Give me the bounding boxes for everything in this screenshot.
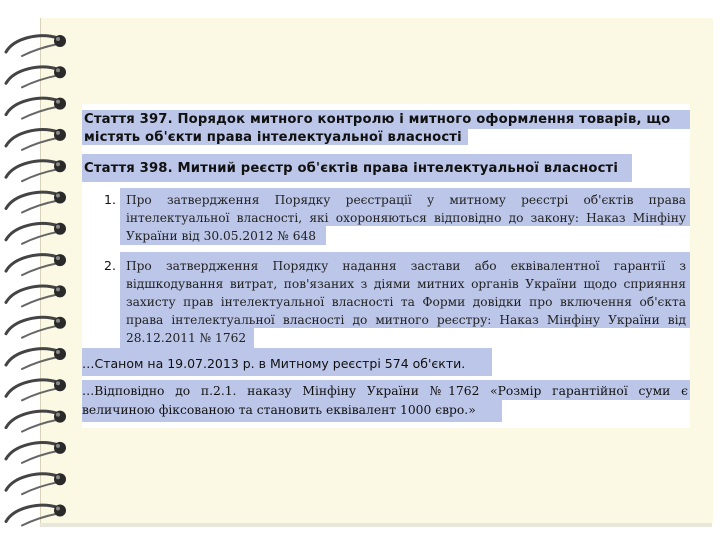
spiral-ring (6, 98, 58, 114)
spiral-ring (22, 201, 58, 213)
spiral-ring (6, 36, 58, 52)
list-item (82, 252, 690, 348)
spiral-ring (6, 255, 58, 271)
binding-hole-highlight (56, 37, 60, 41)
registry-note (82, 348, 690, 376)
binding-hole-highlight (56, 194, 60, 198)
spiral-ring (22, 514, 58, 526)
binding-hole (54, 254, 66, 266)
document-excerpt (82, 104, 690, 428)
binding-hole-highlight (56, 350, 60, 354)
article-398-heading (82, 154, 690, 176)
binding-hole-highlight (56, 68, 60, 72)
list-item-line: інтелектуальної власності, які охороняються відповідно до закону: Наказ Мінфіну (126, 211, 686, 225)
binding-hole (54, 192, 66, 204)
binding-hole-highlight (56, 162, 60, 166)
binding-hole (54, 66, 66, 78)
binding-hole-highlight (56, 444, 60, 448)
binding-hole-highlight (56, 475, 60, 479)
spiral-ring (6, 192, 58, 208)
article-397-line2: містять об'єкти права інтелектуальної власності (84, 130, 462, 145)
binding-hole (54, 473, 66, 485)
registry-count-text: …Станом на 19.07.2013 р. в Митному реєстрі 574 об'єкти. (82, 356, 466, 371)
spiral-ring (6, 161, 58, 177)
binding-hole (54, 348, 66, 360)
spiral-ring (22, 357, 58, 369)
guarantee-text-line1: …Відповідно до п.2.1. наказу Мінфіну України №1762 «Розмір гарантійної суми є (82, 384, 688, 398)
spiral-ring (22, 388, 58, 400)
spiral-ring (6, 411, 58, 427)
binding-hole (54, 505, 66, 517)
spiral-ring (22, 75, 58, 87)
list-item-number: 1. (104, 192, 116, 207)
spiral-ring (6, 349, 58, 365)
spiral-ring (22, 107, 58, 119)
list-item-number: 2. (104, 258, 116, 273)
binding-hole (54, 223, 66, 235)
binding-hole (54, 285, 66, 297)
binding-hole (54, 442, 66, 454)
spiral-ring (6, 380, 58, 396)
binding-hole-highlight (56, 225, 60, 229)
spiral-ring (6, 317, 58, 333)
binding-hole (54, 35, 66, 47)
spiral-ring (22, 482, 58, 494)
binding-hole-highlight (56, 319, 60, 323)
binding-hole (54, 160, 66, 172)
article-397-line1: Стаття 397. Порядок митного контролю і митного оформлення товарів, що (84, 112, 671, 127)
spiral-ring (22, 451, 58, 463)
spiral-ring (22, 420, 58, 432)
spiral-ring (22, 138, 58, 150)
article-398-title: Стаття 398. Митний реєстр об'єктів права інтелектуальної власності (84, 161, 618, 176)
spiral-binding-icon (0, 0, 80, 540)
binding-hole-highlight (56, 507, 60, 511)
spiral-ring (6, 286, 58, 302)
binding-hole (54, 379, 66, 391)
spiral-ring (22, 44, 58, 56)
list-item-line: Про затвердження Порядку надання застави або еквівалентної гарантії з (126, 259, 686, 273)
spiral-ring (22, 326, 58, 338)
list-item-line: Про затвердження Порядку реєстрації у митному реєстрі об'єктів права (126, 193, 686, 207)
binding-hole-highlight (56, 100, 60, 104)
spiral-ring (6, 223, 58, 239)
binding-hole-highlight (56, 131, 60, 135)
guarantee-text-line2: величиною фіксованою та становить еквівалент 1000 євро.» (82, 403, 476, 417)
spiral-ring (22, 232, 58, 244)
binding-hole (54, 317, 66, 329)
binding-hole-highlight (56, 256, 60, 260)
article-397-heading (82, 110, 690, 144)
spiral-ring (22, 294, 58, 306)
spiral-ring (22, 263, 58, 275)
list-item-line: України від 30.05.2012 № 648 (126, 229, 316, 243)
spiral-ring (6, 130, 58, 146)
spiral-ring (6, 443, 58, 459)
binding-hole-highlight (56, 287, 60, 291)
binding-hole-highlight (56, 413, 60, 417)
binding-hole (54, 129, 66, 141)
spiral-ring (6, 474, 58, 490)
list-item-line: відшкодування витрат, пов'язаних з діями митних органів України щодо сприяння (126, 277, 686, 291)
binding-hole (54, 411, 66, 423)
binding-hole (54, 98, 66, 110)
list-item (82, 188, 690, 250)
guarantee-note (82, 380, 690, 424)
binding-hole-highlight (56, 381, 60, 385)
list-item-line: захисту прав інтелектуальної власності та Форми довідки про включення об'єкта (126, 295, 686, 309)
spiral-ring (6, 67, 58, 83)
list-item-line: 28.12.2011 № 1762 (126, 331, 247, 345)
list-item-line: права інтелектуальної власності до митного реєстру: Наказ Мінфіну України від (126, 313, 686, 327)
spiral-ring (6, 505, 58, 521)
spiral-ring (22, 169, 58, 181)
page-shadow (40, 523, 712, 527)
